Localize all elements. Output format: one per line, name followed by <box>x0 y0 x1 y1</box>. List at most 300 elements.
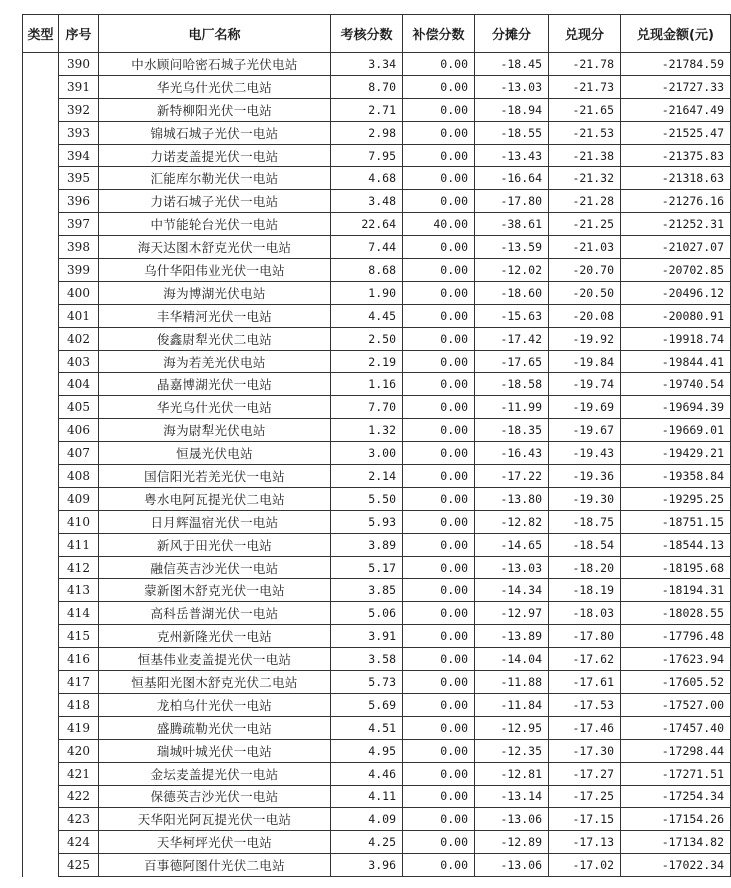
compensation-score-cell: 0.00 <box>403 808 475 831</box>
compensation-score-cell: 0.00 <box>403 167 475 190</box>
compensation-score-cell: 0.00 <box>403 53 475 76</box>
settlement-amount-cell: -18751.15 <box>621 510 731 533</box>
allocation-score-cell: -12.02 <box>475 259 549 282</box>
settlement-score-cell: -17.02 <box>549 854 621 877</box>
allocation-score-cell: -12.97 <box>475 602 549 625</box>
table-row <box>23 510 731 533</box>
assessment-score-cell: 5.06 <box>331 602 403 625</box>
allocation-score-cell: -12.35 <box>475 739 549 762</box>
serial-no-cell: 396 <box>59 190 99 213</box>
table-row <box>23 442 731 465</box>
assessment-score-cell: 7.95 <box>331 144 403 167</box>
settlement-amount-cell: -17623.94 <box>621 648 731 671</box>
settlement-amount-cell: -21784.59 <box>621 53 731 76</box>
serial-no-cell: 420 <box>59 739 99 762</box>
assessment-score-cell: 4.11 <box>331 785 403 808</box>
allocation-score-cell: -14.34 <box>475 579 549 602</box>
assessment-score-cell: 4.25 <box>331 831 403 854</box>
compensation-score-cell: 0.00 <box>403 785 475 808</box>
compensation-score-cell: 0.00 <box>403 144 475 167</box>
header-serial-no: 序号 <box>59 15 99 53</box>
allocation-score-cell: -17.42 <box>475 327 549 350</box>
assessment-score-cell: 3.89 <box>331 533 403 556</box>
settlement-amount-cell: -17022.34 <box>621 854 731 877</box>
compensation-score-cell: 0.00 <box>403 281 475 304</box>
assessment-score-cell: 4.45 <box>331 304 403 327</box>
settlement-score-cell: -21.28 <box>549 190 621 213</box>
plant-name-cell: 力诺麦盖提光伏一电站 <box>99 144 331 167</box>
serial-no-cell: 422 <box>59 785 99 808</box>
assessment-score-cell: 3.00 <box>331 442 403 465</box>
plant-name-cell: 瑞城叶城光伏一电站 <box>99 739 331 762</box>
assessment-score-cell: 3.85 <box>331 579 403 602</box>
compensation-score-cell: 0.00 <box>403 716 475 739</box>
compensation-score-cell: 0.00 <box>403 487 475 510</box>
serial-no-cell: 392 <box>59 98 99 121</box>
table-row <box>23 396 731 419</box>
assessment-score-cell: 7.70 <box>331 396 403 419</box>
header-allocation-score: 分摊分 <box>475 15 549 53</box>
serial-no-cell: 400 <box>59 281 99 304</box>
table-row <box>23 75 731 98</box>
compensation-score-cell: 0.00 <box>403 304 475 327</box>
settlement-amount-cell: -17134.82 <box>621 831 731 854</box>
compensation-score-cell: 0.00 <box>403 854 475 877</box>
plant-name-cell: 百事德阿图什光伏二电站 <box>99 854 331 877</box>
allocation-score-cell: -18.60 <box>475 281 549 304</box>
plant-name-cell: 海为博湖光伏电站 <box>99 281 331 304</box>
allocation-score-cell: -16.43 <box>475 442 549 465</box>
settlement-score-cell: -19.36 <box>549 465 621 488</box>
serial-no-cell: 417 <box>59 671 99 694</box>
settlement-amount-cell: -21027.07 <box>621 236 731 259</box>
allocation-score-cell: -12.82 <box>475 510 549 533</box>
table-row <box>23 53 731 76</box>
plant-name-cell: 天华阳光阿瓦提光伏一电站 <box>99 808 331 831</box>
settlement-score-cell: -18.03 <box>549 602 621 625</box>
table-row <box>23 213 731 236</box>
serial-no-cell: 418 <box>59 693 99 716</box>
compensation-score-cell: 0.00 <box>403 419 475 442</box>
table-row <box>23 167 731 190</box>
plant-name-cell: 锦城石城子光伏一电站 <box>99 121 331 144</box>
plant-name-cell: 新风于田光伏一电站 <box>99 533 331 556</box>
assessment-score-cell: 4.09 <box>331 808 403 831</box>
serial-no-cell: 425 <box>59 854 99 877</box>
settlement-score-cell: -17.61 <box>549 671 621 694</box>
serial-no-cell: 409 <box>59 487 99 510</box>
serial-no-cell: 424 <box>59 831 99 854</box>
plant-name-cell: 华光乌什光伏一电站 <box>99 396 331 419</box>
assessment-score-cell: 2.19 <box>331 350 403 373</box>
serial-no-cell: 401 <box>59 304 99 327</box>
table-row <box>23 373 731 396</box>
table-row <box>23 739 731 762</box>
serial-no-cell: 399 <box>59 259 99 282</box>
header-settlement-score: 兑现分 <box>549 15 621 53</box>
plant-name-cell: 高科岳普湖光伏一电站 <box>99 602 331 625</box>
table-row <box>23 556 731 579</box>
compensation-score-cell: 0.00 <box>403 327 475 350</box>
allocation-score-cell: -14.04 <box>475 648 549 671</box>
allocation-score-cell: -12.81 <box>475 762 549 785</box>
serial-no-cell: 402 <box>59 327 99 350</box>
header-plant-name: 电厂名称 <box>99 15 331 53</box>
assessment-score-cell: 5.93 <box>331 510 403 533</box>
header-assessment-score: 考核分数 <box>331 15 403 53</box>
plant-name-cell: 新特柳阳光伏一电站 <box>99 98 331 121</box>
allocation-score-cell: -13.59 <box>475 236 549 259</box>
settlement-amount-cell: -21727.33 <box>621 75 731 98</box>
allocation-score-cell: -17.65 <box>475 350 549 373</box>
compensation-score-cell: 0.00 <box>403 762 475 785</box>
table-row <box>23 785 731 808</box>
allocation-score-cell: -12.95 <box>475 716 549 739</box>
compensation-score-cell: 0.00 <box>403 510 475 533</box>
settlement-amount-cell: -21318.63 <box>621 167 731 190</box>
settlement-score-cell: -17.27 <box>549 762 621 785</box>
serial-no-cell: 416 <box>59 648 99 671</box>
compensation-score-cell: 0.00 <box>403 121 475 144</box>
table-row <box>23 648 731 671</box>
table-row <box>23 602 731 625</box>
assessment-score-cell: 5.17 <box>331 556 403 579</box>
settlement-score-cell: -18.75 <box>549 510 621 533</box>
plant-name-cell: 保德英吉沙光伏一电站 <box>99 785 331 808</box>
compensation-score-cell: 0.00 <box>403 831 475 854</box>
settlement-score-cell: -18.54 <box>549 533 621 556</box>
plant-name-cell: 天华柯坪光伏一电站 <box>99 831 331 854</box>
settlement-amount-cell: -17457.40 <box>621 716 731 739</box>
serial-no-cell: 403 <box>59 350 99 373</box>
table-row <box>23 693 731 716</box>
compensation-score-cell: 0.00 <box>403 190 475 213</box>
settlement-score-cell: -17.80 <box>549 625 621 648</box>
serial-no-cell: 411 <box>59 533 99 556</box>
assessment-score-cell: 4.46 <box>331 762 403 785</box>
settlement-amount-cell: -20496.12 <box>621 281 731 304</box>
plant-name-cell: 金坛麦盖提光伏一电站 <box>99 762 331 785</box>
compensation-score-cell: 0.00 <box>403 465 475 488</box>
table-row <box>23 281 731 304</box>
plant-name-cell: 日月辉温宿光伏一电站 <box>99 510 331 533</box>
assessment-score-cell: 3.91 <box>331 625 403 648</box>
serial-no-cell: 394 <box>59 144 99 167</box>
settlement-amount-cell: -17154.26 <box>621 808 731 831</box>
table-row <box>23 419 731 442</box>
header-type: 类型 <box>23 15 59 53</box>
settlement-amount-cell: -17298.44 <box>621 739 731 762</box>
compensation-score-cell: 0.00 <box>403 579 475 602</box>
settlement-amount-cell: -17271.51 <box>621 762 731 785</box>
compensation-score-cell: 0.00 <box>403 259 475 282</box>
compensation-score-cell: 0.00 <box>403 350 475 373</box>
settlement-score-cell: -19.69 <box>549 396 621 419</box>
plant-name-cell: 克州新隆光伏一电站 <box>99 625 331 648</box>
plant-name-cell: 恒基伟业麦盖提光伏一电站 <box>99 648 331 671</box>
table-row <box>23 98 731 121</box>
allocation-score-cell: -13.43 <box>475 144 549 167</box>
compensation-score-cell: 0.00 <box>403 625 475 648</box>
settlement-amount-cell: -21276.16 <box>621 190 731 213</box>
allocation-score-cell: -13.80 <box>475 487 549 510</box>
allocation-score-cell: -18.45 <box>475 53 549 76</box>
allocation-score-cell: -18.35 <box>475 419 549 442</box>
assessment-score-cell: 7.44 <box>331 236 403 259</box>
plant-name-cell: 海天达图木舒克光伏一电站 <box>99 236 331 259</box>
assessment-score-cell: 2.50 <box>331 327 403 350</box>
allocation-score-cell: -17.22 <box>475 465 549 488</box>
assessment-score-cell: 1.16 <box>331 373 403 396</box>
assessment-score-cell: 2.71 <box>331 98 403 121</box>
serial-no-cell: 395 <box>59 167 99 190</box>
allocation-score-cell: -18.58 <box>475 373 549 396</box>
plant-name-cell: 乌什华阳伟业光伏一电站 <box>99 259 331 282</box>
settlement-amount-cell: -17254.34 <box>621 785 731 808</box>
serial-no-cell: 419 <box>59 716 99 739</box>
settlement-score-cell: -17.13 <box>549 831 621 854</box>
plant-name-cell: 恒晟光伏电站 <box>99 442 331 465</box>
allocation-score-cell: -13.06 <box>475 808 549 831</box>
assessment-score-cell: 3.34 <box>331 53 403 76</box>
serial-no-cell: 404 <box>59 373 99 396</box>
settlement-amount-cell: -21525.47 <box>621 121 731 144</box>
settlement-amount-cell: -17796.48 <box>621 625 731 648</box>
serial-no-cell: 415 <box>59 625 99 648</box>
settlement-score-cell: -21.32 <box>549 167 621 190</box>
plant-name-cell: 海为尉犁光伏电站 <box>99 419 331 442</box>
plant-name-cell: 汇能库尔勒光伏一电站 <box>99 167 331 190</box>
assessment-score-cell: 8.70 <box>331 75 403 98</box>
settlement-amount-cell: -20702.85 <box>621 259 731 282</box>
compensation-score-cell: 0.00 <box>403 648 475 671</box>
table-row <box>23 144 731 167</box>
settlement-score-cell: -21.78 <box>549 53 621 76</box>
settlement-amount-cell: -17605.52 <box>621 671 731 694</box>
allocation-score-cell: -12.89 <box>475 831 549 854</box>
compensation-score-cell: 0.00 <box>403 533 475 556</box>
compensation-score-cell: 0.00 <box>403 739 475 762</box>
serial-no-cell: 423 <box>59 808 99 831</box>
plant-name-cell: 盛腾疏勒光伏一电站 <box>99 716 331 739</box>
allocation-score-cell: -13.14 <box>475 785 549 808</box>
settlement-amount-cell: -19844.41 <box>621 350 731 373</box>
assessment-score-cell: 8.68 <box>331 259 403 282</box>
settlement-score-cell: -17.46 <box>549 716 621 739</box>
assessment-score-cell: 5.69 <box>331 693 403 716</box>
table-row <box>23 190 731 213</box>
settlement-score-cell: -17.53 <box>549 693 621 716</box>
plant-name-cell: 华光乌什光伏二电站 <box>99 75 331 98</box>
settlement-score-cell: -19.84 <box>549 350 621 373</box>
settlement-amount-cell: -19740.54 <box>621 373 731 396</box>
assessment-score-cell: 5.50 <box>331 487 403 510</box>
table-row <box>23 579 731 602</box>
plant-name-cell: 力诺石城子光伏一电站 <box>99 190 331 213</box>
plant-name-cell: 融信英吉沙光伏一电站 <box>99 556 331 579</box>
table-row <box>23 487 731 510</box>
settlement-score-cell: -19.43 <box>549 442 621 465</box>
settlement-score-cell: -17.25 <box>549 785 621 808</box>
settlement-score-cell: -21.03 <box>549 236 621 259</box>
serial-no-cell: 407 <box>59 442 99 465</box>
assessment-score-cell: 3.96 <box>331 854 403 877</box>
compensation-score-cell: 0.00 <box>403 396 475 419</box>
assessment-score-cell: 4.51 <box>331 716 403 739</box>
allocation-score-cell: -15.63 <box>475 304 549 327</box>
serial-no-cell: 398 <box>59 236 99 259</box>
compensation-score-cell: 0.00 <box>403 98 475 121</box>
table-row <box>23 350 731 373</box>
settlement-score-cell: -21.65 <box>549 98 621 121</box>
plant-name-cell: 国信阳光若羌光伏一电站 <box>99 465 331 488</box>
plant-name-cell: 中水顾问哈密石城子光伏电站 <box>99 53 331 76</box>
serial-no-cell: 410 <box>59 510 99 533</box>
header-settlement-amount: 兑现金额(元) <box>621 15 731 53</box>
compensation-score-cell: 0.00 <box>403 556 475 579</box>
table-row <box>23 259 731 282</box>
table-row <box>23 625 731 648</box>
settlement-amount-cell: -19918.74 <box>621 327 731 350</box>
settlement-amount-cell: -18195.68 <box>621 556 731 579</box>
assessment-score-cell: 2.14 <box>331 465 403 488</box>
plant-name-cell: 俊鑫尉犁光伏二电站 <box>99 327 331 350</box>
plant-name-cell: 中节能轮台光伏一电站 <box>99 213 331 236</box>
serial-no-cell: 408 <box>59 465 99 488</box>
settlement-score-cell: -20.08 <box>549 304 621 327</box>
table-row <box>23 304 731 327</box>
table-row <box>23 327 731 350</box>
plant-name-cell: 龙柏乌什光伏一电站 <box>99 693 331 716</box>
settlement-score-cell: -19.74 <box>549 373 621 396</box>
assessment-score-cell: 4.68 <box>331 167 403 190</box>
serial-no-cell: 391 <box>59 75 99 98</box>
compensation-score-cell: 0.00 <box>403 442 475 465</box>
settlement-score-cell: -17.62 <box>549 648 621 671</box>
allocation-score-cell: -38.61 <box>475 213 549 236</box>
serial-no-cell: 413 <box>59 579 99 602</box>
allocation-score-cell: -11.88 <box>475 671 549 694</box>
settlement-score-cell: -19.92 <box>549 327 621 350</box>
allocation-score-cell: -13.03 <box>475 75 549 98</box>
allocation-score-cell: -13.03 <box>475 556 549 579</box>
settlement-amount-cell: -19358.84 <box>621 465 731 488</box>
settlement-amount-cell: -19429.21 <box>621 442 731 465</box>
settlement-score-cell: -18.19 <box>549 579 621 602</box>
assessment-score-cell: 3.48 <box>331 190 403 213</box>
compensation-score-cell: 0.00 <box>403 671 475 694</box>
compensation-score-cell: 40.00 <box>403 213 475 236</box>
assessment-score-cell: 22.64 <box>331 213 403 236</box>
serial-no-cell: 421 <box>59 762 99 785</box>
settlement-amount-cell: -18028.55 <box>621 602 731 625</box>
plant-name-cell: 海为若羌光伏电站 <box>99 350 331 373</box>
settlement-amount-cell: -21375.83 <box>621 144 731 167</box>
assessment-score-cell: 3.58 <box>331 648 403 671</box>
allocation-score-cell: -14.65 <box>475 533 549 556</box>
table-row <box>23 762 731 785</box>
table-row <box>23 716 731 739</box>
compensation-score-cell: 0.00 <box>403 75 475 98</box>
assessment-score-cell: 1.32 <box>331 419 403 442</box>
serial-no-cell: 397 <box>59 213 99 236</box>
allocation-score-cell: -11.99 <box>475 396 549 419</box>
settlement-amount-cell: -21647.49 <box>621 98 731 121</box>
settlement-amount-cell: -19694.39 <box>621 396 731 419</box>
allocation-score-cell: -18.94 <box>475 98 549 121</box>
settlement-score-cell: -19.30 <box>549 487 621 510</box>
compensation-score-cell: 0.00 <box>403 373 475 396</box>
settlement-score-cell: -20.70 <box>549 259 621 282</box>
settlement-score-cell: -21.53 <box>549 121 621 144</box>
table-row <box>23 671 731 694</box>
allocation-score-cell: -13.89 <box>475 625 549 648</box>
plant-name-cell: 粤水电阿瓦提光伏二电站 <box>99 487 331 510</box>
settlement-score-cell: -20.50 <box>549 281 621 304</box>
settlement-amount-cell: -18544.13 <box>621 533 731 556</box>
table-row <box>23 236 731 259</box>
table-row <box>23 465 731 488</box>
settlement-score-cell: -21.38 <box>549 144 621 167</box>
settlement-score-cell: -17.30 <box>549 739 621 762</box>
assessment-score-cell: 4.95 <box>331 739 403 762</box>
settlement-score-cell: -21.25 <box>549 213 621 236</box>
allocation-score-cell: -18.55 <box>475 121 549 144</box>
allocation-score-cell: -13.06 <box>475 854 549 877</box>
plant-name-cell: 丰华精河光伏一电站 <box>99 304 331 327</box>
settlement-score-cell: -21.73 <box>549 75 621 98</box>
allocation-score-cell: -17.80 <box>475 190 549 213</box>
compensation-score-cell: 0.00 <box>403 693 475 716</box>
allocation-score-cell: -11.84 <box>475 693 549 716</box>
table-row <box>23 808 731 831</box>
plant-name-cell: 晶嘉博湖光伏一电站 <box>99 373 331 396</box>
allocation-score-cell: -16.64 <box>475 167 549 190</box>
settlement-amount-cell: -20080.91 <box>621 304 731 327</box>
settlement-score-cell: -17.15 <box>549 808 621 831</box>
table-row <box>23 121 731 144</box>
settlement-amount-cell: -21252.31 <box>621 213 731 236</box>
serial-no-cell: 414 <box>59 602 99 625</box>
table-row <box>23 533 731 556</box>
assessment-score-cell: 2.98 <box>331 121 403 144</box>
settlement-amount-cell: -19669.01 <box>621 419 731 442</box>
type-cell <box>23 53 59 877</box>
plant-name-cell: 蒙新图木舒克光伏一电站 <box>99 579 331 602</box>
table-row <box>23 854 731 877</box>
serial-no-cell: 390 <box>59 53 99 76</box>
table-header-row <box>23 15 731 53</box>
serial-no-cell: 406 <box>59 419 99 442</box>
table-row <box>23 831 731 854</box>
header-compensation-score: 补偿分数 <box>403 15 475 53</box>
settlement-table <box>22 14 731 877</box>
settlement-score-cell: -19.67 <box>549 419 621 442</box>
serial-no-cell: 412 <box>59 556 99 579</box>
assessment-score-cell: 5.73 <box>331 671 403 694</box>
settlement-table-page <box>22 14 724 877</box>
assessment-score-cell: 1.90 <box>331 281 403 304</box>
plant-name-cell: 恒基阳光图木舒克光伏二电站 <box>99 671 331 694</box>
settlement-score-cell: -18.20 <box>549 556 621 579</box>
serial-no-cell: 405 <box>59 396 99 419</box>
serial-no-cell: 393 <box>59 121 99 144</box>
settlement-amount-cell: -17527.00 <box>621 693 731 716</box>
settlement-amount-cell: -19295.25 <box>621 487 731 510</box>
settlement-amount-cell: -18194.31 <box>621 579 731 602</box>
compensation-score-cell: 0.00 <box>403 236 475 259</box>
compensation-score-cell: 0.00 <box>403 602 475 625</box>
